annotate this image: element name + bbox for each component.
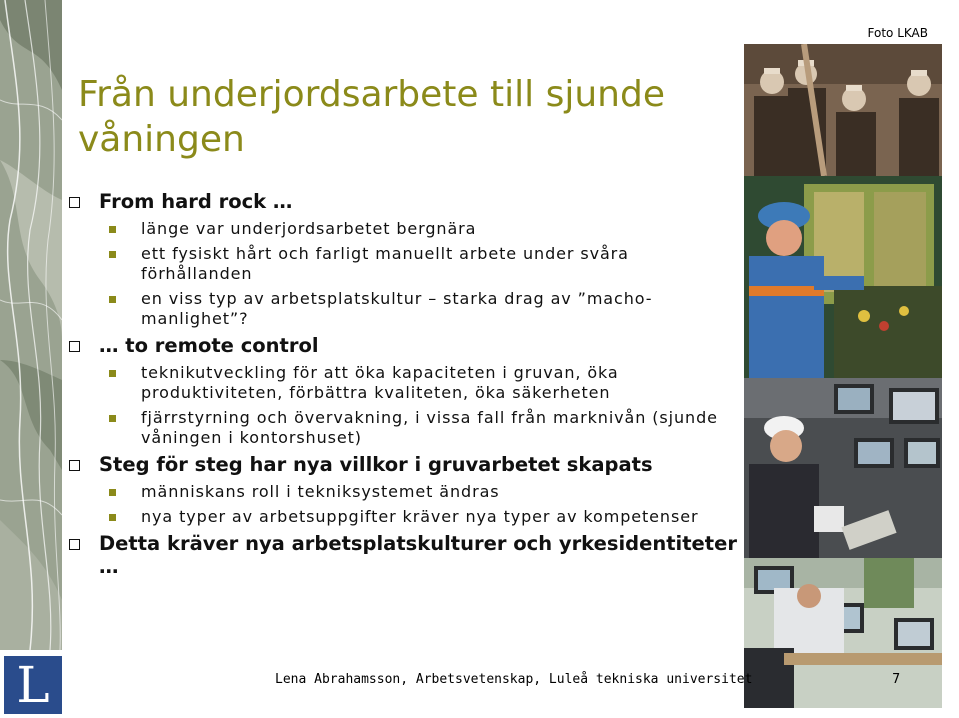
miners-historical-photo: [744, 44, 942, 176]
bullet-level2: [66, 363, 746, 403]
university-logo-l: L: [16, 656, 50, 714]
filled-square-bullet-icon: [109, 226, 116, 233]
bullet-text: länge var underjordsarbetet bergnära: [141, 219, 477, 238]
footer-text: Lena Abrahamsson, Arbetsvetenskap, Luleå tekniska universitet: [275, 672, 753, 687]
slide-title: Från underjordsarbete till sjunde våningen: [78, 74, 665, 160]
hollow-square-bullet-icon: [69, 197, 80, 208]
page-number: 7: [892, 672, 901, 687]
office-workstation-photo: [744, 558, 942, 708]
filled-square-bullet-icon: [109, 296, 116, 303]
bullet-text: nya typer av arbetsuppgifter kräver nya typer av kompetenser: [141, 507, 699, 526]
map-decoration: [0, 0, 62, 650]
bullet-text: Steg för steg har nya villkor i gruvarbetet skapats: [99, 453, 653, 476]
bullet-level1: [66, 190, 746, 213]
bullet-level2: [66, 408, 746, 448]
bullet-text: människans roll i tekniksystemet ändras: [141, 482, 500, 501]
bullet-text: teknikutveckling för att öka kapaciteten i gruvan, öka produktiviteten, förbättra kvaliteten, öka säkerheten: [141, 363, 619, 402]
university-logo: [4, 656, 62, 714]
bullet-level2: [66, 507, 746, 527]
bullet-level2: [66, 244, 746, 284]
bullet-level2: [66, 289, 746, 329]
photo-credit: Foto LKAB: [867, 26, 928, 40]
bullet-level1: [66, 334, 746, 357]
bullet-text: ett fysiskt hårt och farligt manuellt arbete under svåra förhållanden: [141, 244, 629, 283]
bullet-text: From hard rock …: [99, 190, 293, 213]
bullet-list: [66, 190, 746, 584]
operator-control-room-photo: [744, 176, 942, 378]
hollow-square-bullet-icon: [69, 539, 80, 550]
bullet-level2: [66, 219, 746, 239]
filled-square-bullet-icon: [109, 415, 116, 422]
filled-square-bullet-icon: [109, 370, 116, 377]
hollow-square-bullet-icon: [69, 341, 80, 352]
operator-monitors-photo: [744, 378, 942, 558]
bullet-text: Detta kräver nya arbetsplatskulturer och yrkesidentiteter …: [99, 532, 737, 578]
bullet-text: … to remote control: [99, 334, 319, 357]
filled-square-bullet-icon: [109, 251, 116, 258]
bullet-level1: [66, 453, 746, 476]
hollow-square-bullet-icon: [69, 460, 80, 471]
filled-square-bullet-icon: [109, 514, 116, 521]
bullet-text: en viss typ av arbetsplatskultur – starka drag av ”macho-manlighet”?: [141, 289, 653, 328]
bullet-level1: [66, 532, 746, 578]
filled-square-bullet-icon: [109, 489, 116, 496]
bullet-text: fjärrstyrning och övervakning, i vissa fall från marknivån (sjunde våningen i kontorshuset): [141, 408, 718, 447]
bullet-level2: [66, 482, 746, 502]
